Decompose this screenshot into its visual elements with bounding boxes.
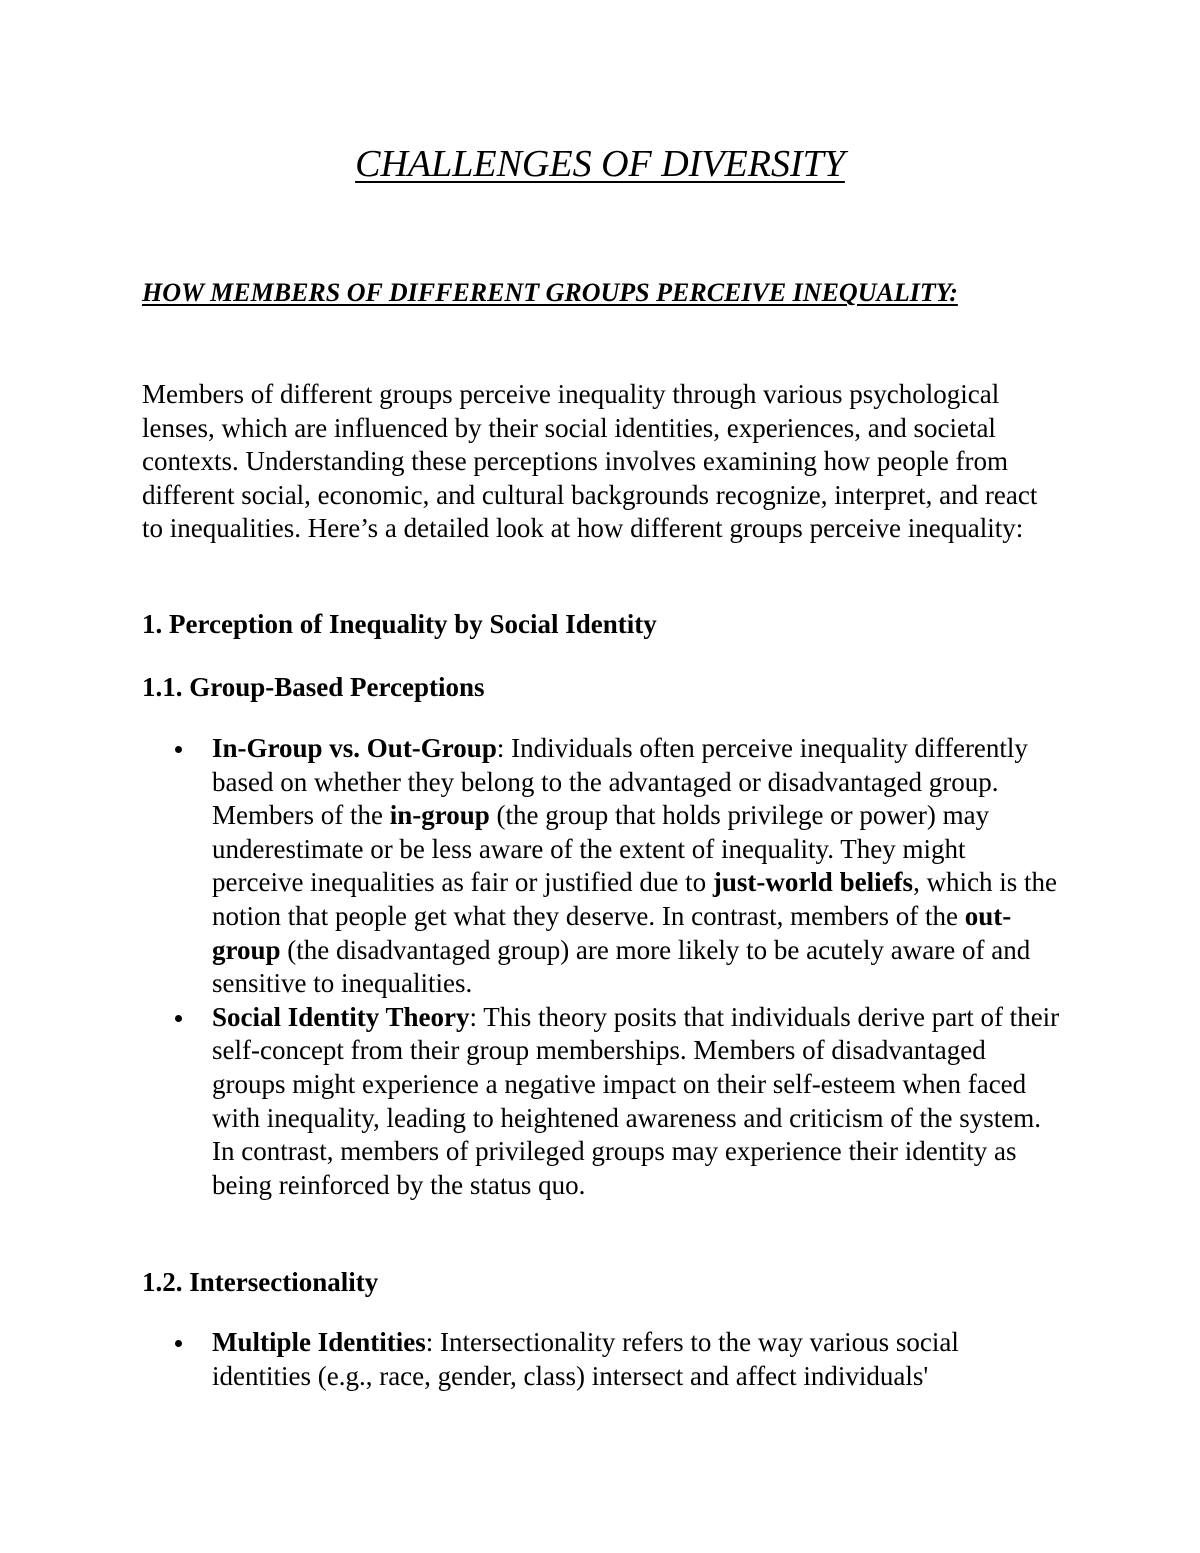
bullet-social-identity-theory — [142, 1001, 1062, 1203]
bullet-text: : This theory posits that individuals derive part of their self-concept from their group memberships. Members of disadvantaged groups might experience a negative impact on their self-esteem when faced with inequality, leading to heightened awareness and criticism of the system. In contrast, members of privileged groups may experience their identity as being reinforced by the status quo. — [212, 1001, 1060, 1200]
bullet-in-group-vs-out-group — [142, 732, 1062, 1001]
bullet-list-intersectionality — [142, 1326, 1062, 1393]
bullet-term: In-Group vs. Out-Group — [212, 733, 497, 763]
bullet-multiple-identities — [142, 1326, 1062, 1393]
bullet-term: Multiple Identities — [212, 1327, 426, 1357]
intro-paragraph: Members of different groups perceive inequality through various psychological lenses, which are influenced by their social identities, experiences, and societal contexts. Understanding these perceptions involves examining how people from different social, economic, and cultural backgrounds recognize, interpret, and react to inequalities. Here’s a detailed look at how different groups perceive inequality: — [142, 379, 1038, 544]
bullet-text: : Individuals often perceive inequality differently based on whether they belong to the advantaged or disadvantaged group. Members of the — [212, 733, 1028, 831]
bullet-icon — [175, 746, 182, 753]
heading-group-based-perceptions: 1.1. Group-Based Perceptions — [142, 672, 485, 702]
bullet-text: (the group that holds privilege or power) may underestimate or be less aware of the extent of inequality. They might perceive inequalities as fair or justified due to — [212, 800, 990, 898]
document-title: CHALLENGES OF DIVERSITY — [355, 143, 845, 185]
bold-term-just-world-beliefs: just-world beliefs — [712, 867, 914, 898]
bold-term-out-group: out-group — [212, 900, 1012, 965]
heading-intersectionality: 1.2. Intersectionality — [142, 1267, 379, 1297]
section-heading: HOW MEMBERS OF DIFFERENT GROUPS PERCEIVE INEQUALITY: — [142, 278, 958, 307]
heading-perception-by-social-identity: 1. Perception of Inequality by Social Identity — [142, 609, 657, 639]
bullet-icon — [175, 1015, 182, 1022]
bold-term-in-group: in-group — [389, 800, 490, 831]
bullet-term: Social Identity Theory — [212, 1001, 470, 1032]
bullet-text: : Intersectionality refers to the way various social identities (e.g., race, gender, class) intersect and affect individuals' — [212, 1327, 959, 1391]
bullet-text: , which is the notion that people get what they deserve. In contrast, members of the — [212, 867, 1058, 931]
bullet-text: (the disadvantaged group) are more likely to be acutely aware of and sensitive to inequalities. — [212, 934, 1031, 999]
bullet-list-group-based — [142, 732, 1062, 1202]
bullet-icon — [175, 1340, 182, 1347]
